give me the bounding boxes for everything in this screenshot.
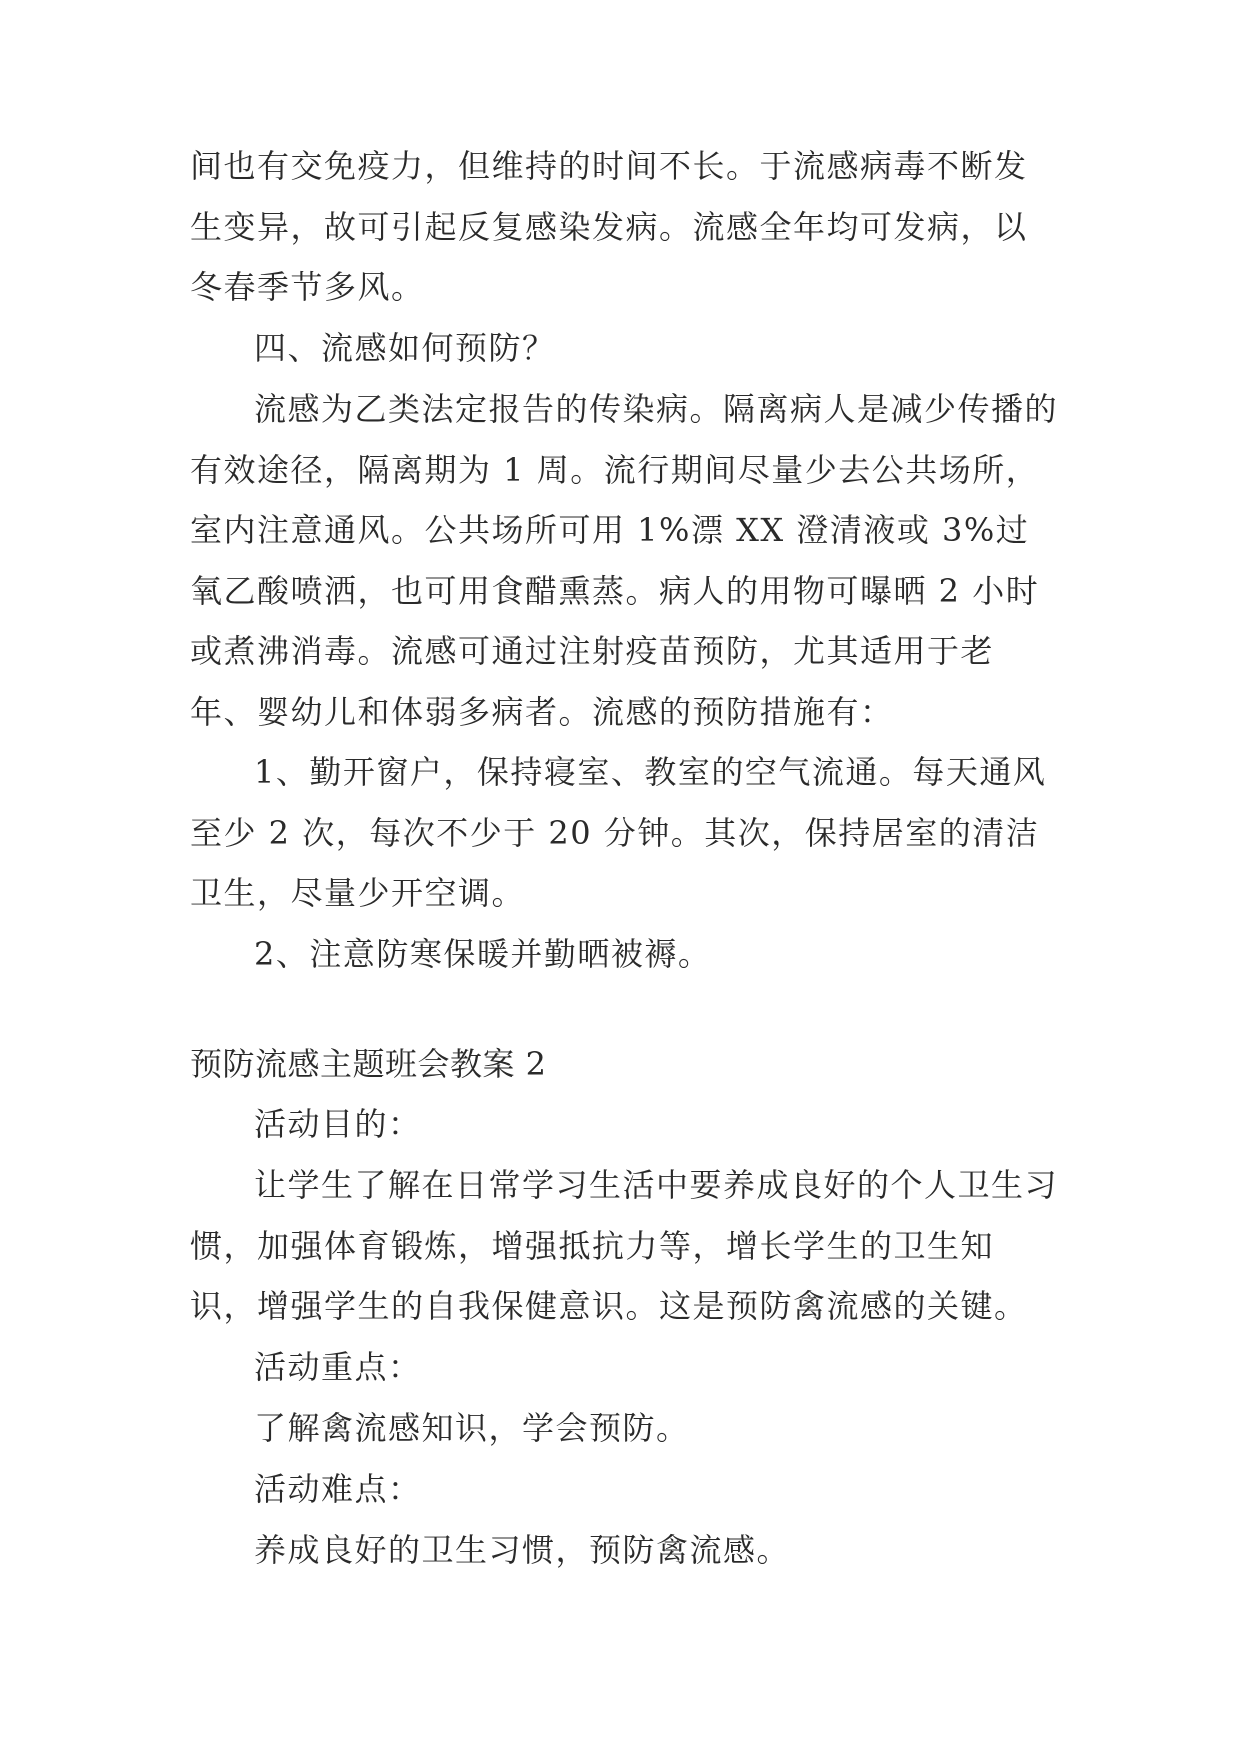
activity-difficulty-text: 养成良好的卫生习惯，预防禽流感。 xyxy=(254,1531,791,1569)
lesson-plan-title: 预防流感主题班会教案 2 xyxy=(190,1045,547,1083)
activity-goal-text: 让学生了解在日常学习生活中要养成良好的个人卫生习惯，加强体育锻炼，增强抵抗力等，增长学生的卫生知识，增强学生的自我保健意识。这是预防禽流感的关键。 xyxy=(190,1166,1059,1325)
paragraph-immunity: 间也有交免疫力，但维持的时间不长。于流感病毒不断发生变异，故可引起反复感染发病。流感全年均可发病，以冬春季节多风。 xyxy=(190,147,1028,306)
activity-focus-text: 了解禽流感知识，学会预防。 xyxy=(254,1409,690,1447)
list-item-warmth: 2、注意防寒保暖并勤晒被褥。 xyxy=(254,935,712,973)
section-heading-prevention: 四、流感如何预防？ xyxy=(254,329,556,367)
list-item-ventilation: 1、勤开窗户，保持寝室、教室的空气流通。每天通风至少 2 次，每次不少于 20 分钟。其次，保持居室的清洁卫生，尽量少开空调。 xyxy=(190,753,1047,912)
paragraph-isolation: 流感为乙类法定报告的传染病。隔离病人是减少传播的有效途径，隔离期为 1 周。流行期间尽量少去公共场所，室内注意通风。公共场所可用 1%漂 XX 澄清液或 3%过氧乙酸喷洒，也可用食醋熏蒸。病人的用物可曝晒 2 小时或煮沸消毒。流感可通过注射疫苗预防，尤其适用于老年、婴幼儿和体弱多病者。流感的预防措施有： xyxy=(190,390,1059,731)
activity-difficulty-label: 活动难点： xyxy=(254,1470,422,1508)
activity-goal-label: 活动目的： xyxy=(254,1105,422,1143)
activity-focus-label: 活动重点： xyxy=(254,1348,422,1386)
